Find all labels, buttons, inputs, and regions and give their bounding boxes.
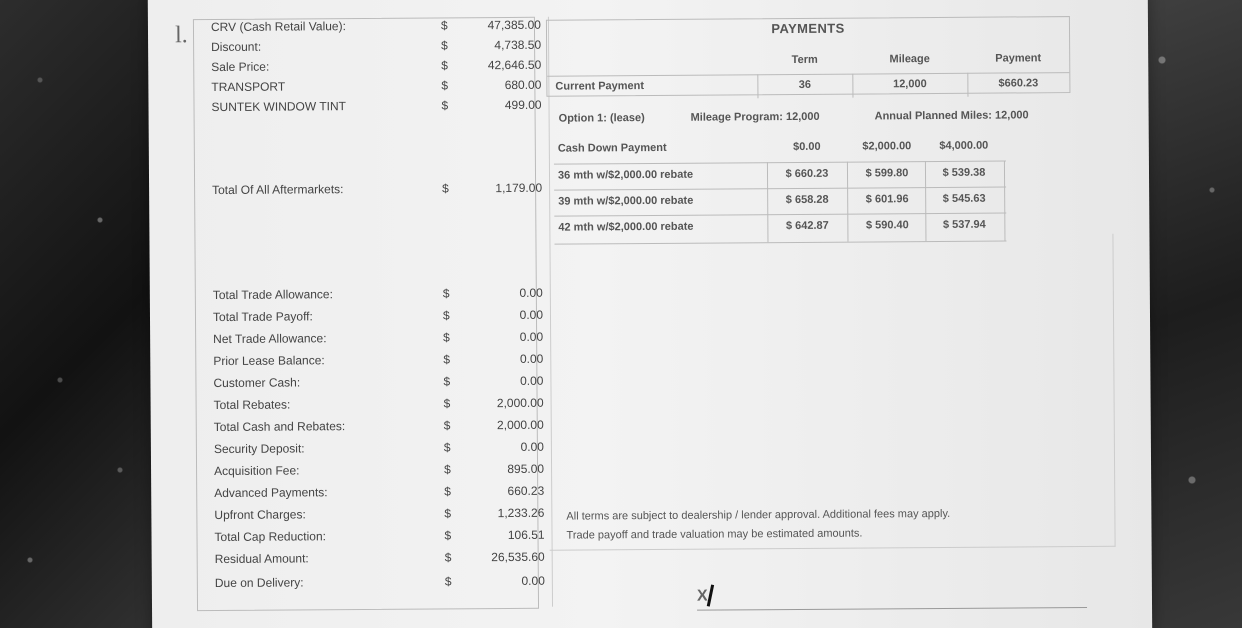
row-total-cash-rebates [214,418,544,440]
lease-term-label: 42 mth w/$2,000.00 rebate [558,220,694,234]
payments-header-row [547,48,1069,76]
row-amount: 0.00 [519,285,543,300]
cash-down-value: $0.00 [793,140,821,153]
row-dollar: $ [442,181,449,196]
row-crv [211,18,541,40]
row-amount: 0.00 [519,307,544,322]
lease-term-label: 36 mth w/$2,000.00 rebate [557,168,694,182]
current-term-value: 36 [798,78,812,91]
lease-payment-value: $ 658.28 [785,193,829,207]
row-label: Total Rebates: [213,397,291,413]
row-total-rebates [214,396,544,418]
row-residual-amount [215,550,545,572]
row-sale-price [211,58,541,80]
row-label: Upfront Charges: [214,507,306,523]
row-label: SUNTEK WINDOW TINT [211,99,347,115]
row-dollar: $ [444,528,452,543]
row-amount: 0.00 [519,329,544,344]
row-amount: 895.00 [507,461,545,476]
current-payment-value: $660.23 [998,77,1039,90]
row-dollar: $ [441,78,449,93]
row-dollar: $ [444,574,452,589]
terms-notes [566,504,1036,545]
row-amount: 0.00 [521,573,545,588]
lease-payment-value: $ 537.94 [942,218,986,231]
mileage-header: Mileage [889,53,930,66]
row-dollar: $ [442,286,450,301]
lease-payment-value: $ 660.23 [785,167,829,181]
row-label: Security Deposit: [213,441,305,457]
row-window-tint [211,98,541,120]
row-dollar: $ [443,374,451,389]
row-dollar: $ [444,506,452,521]
row-label: Due on Delivery: [214,575,304,591]
row-amount: 4,738.50 [494,37,542,53]
row-dollar: $ [444,484,451,499]
payments-divider [967,73,968,97]
signature-line[interactable] [697,579,1087,611]
notes-frame [547,234,1115,551]
lease-payment-value: $ 545.63 [942,192,986,205]
row-dollar: $ [443,352,451,367]
row-amount: 2,000.00 [496,395,544,411]
row-amount: 680.00 [504,77,542,93]
handwritten-mark: l. [174,22,188,49]
row-label: CRV (Cash Retail Value): [210,19,346,35]
row-label: TRANSPORT [211,79,286,95]
row-dollar: $ [440,18,448,33]
row-amount: 1,233.26 [497,505,545,521]
row-amount: 47,385.00 [487,17,542,33]
term-header: Term [791,53,818,67]
payments-divider [852,74,853,98]
row-amount: 499.00 [504,97,542,113]
row-label: Total Trade Allowance: [212,287,333,303]
lease-option-heading [558,109,1079,125]
terms-note-line: Trade payoff and trade valuation may be estimated amounts. [566,527,863,542]
cash-down-value: $2,000.00 [862,140,912,153]
row-label: Total Of All Aftermarkets: [212,182,344,198]
row-amount: 2,000.00 [496,417,544,433]
row-label: Sale Price: [211,59,270,75]
row-dollar: $ [443,396,451,411]
row-label: Net Trade Allowance: [213,331,327,347]
lease-option-table [554,135,1007,245]
lease-payment-value: $ 539.38 [942,166,986,179]
row-amount: 106.51 [507,527,545,542]
terms-note-line: All terms are subject to dealership / lender approval. Additional fees may apply. [566,507,951,523]
lease-term-label: 39 mth w/$2,000.00 rebate [558,194,694,208]
lease-payment-value: $ 642.87 [785,219,829,233]
row-cap-reduction [214,528,544,550]
row-label: Total Cash and Rebates: [213,419,346,435]
row-customer-cash [213,374,543,396]
row-dollar: $ [443,330,450,345]
lease-payment-value: $ 599.80 [865,167,909,180]
payments-table [546,16,1071,97]
row-amount: 26,535.60 [491,549,545,565]
row-amount: 660.23 [507,483,545,498]
current-mileage-value: 12,000 [893,78,927,91]
current-payment-label: Current Payment [555,80,645,93]
row-advanced-payments [214,484,544,506]
cash-down-label: Cash Down Payment [557,141,667,155]
signature-x: X [696,587,708,605]
row-dollar: $ [444,462,451,477]
annual-miles-label: Annual Planned Miles: 12,000 [874,109,1029,123]
row-dollar: $ [441,58,448,73]
row-dollar: $ [443,440,451,455]
row-label: Acquisition Fee: [214,463,300,479]
row-label: Total Cap Reduction: [214,529,326,545]
row-dollar: $ [444,550,452,565]
row-dollar: $ [441,38,448,53]
row-transport [211,78,541,100]
row-label: Prior Lease Balance: [213,353,325,369]
cash-down-value: $4,000.00 [939,139,989,152]
option-label: Option 1: (lease) [558,112,645,125]
lease-worksheet-paper [148,0,1153,628]
row-amount: 1,179.00 [495,180,543,196]
row-security-deposit [214,440,544,462]
row-label: Residual Amount: [214,551,309,567]
current-payment-row [547,72,1069,101]
row-label: Advanced Payments: [214,485,328,501]
lease-payment-value: $ 601.96 [865,193,909,206]
row-trade-payoff [213,308,543,330]
row-amount: 0.00 [519,351,544,366]
payments-title: PAYMENTS [771,20,845,37]
row-aftermarkets-total [212,181,542,203]
payments-divider [757,74,758,98]
row-label: Customer Cash: [213,375,301,391]
payment-header: Payment [995,52,1042,65]
row-dollar: $ [441,98,449,113]
row-due-on-delivery [215,574,545,596]
row-discount [211,38,541,60]
row-trade-allowance [213,286,543,308]
mileage-program-label: Mileage Program: 12,000 [690,110,820,124]
row-amount: 0.00 [520,439,544,454]
row-net-trade [213,330,543,352]
row-label: Total Trade Payoff: [212,309,313,325]
row-prior-lease [213,352,543,374]
row-dollar: $ [442,308,450,323]
row-amount: 42,646.50 [487,57,542,73]
row-amount: 0.00 [520,373,544,388]
lease-payment-value: $ 590.40 [865,219,909,232]
row-label: Discount: [211,39,262,55]
row-upfront-charges [214,506,544,528]
row-acquisition-fee [214,462,544,484]
cash-down-row [554,135,1006,164]
countertop-left [0,0,170,628]
row-dollar: $ [443,418,451,433]
